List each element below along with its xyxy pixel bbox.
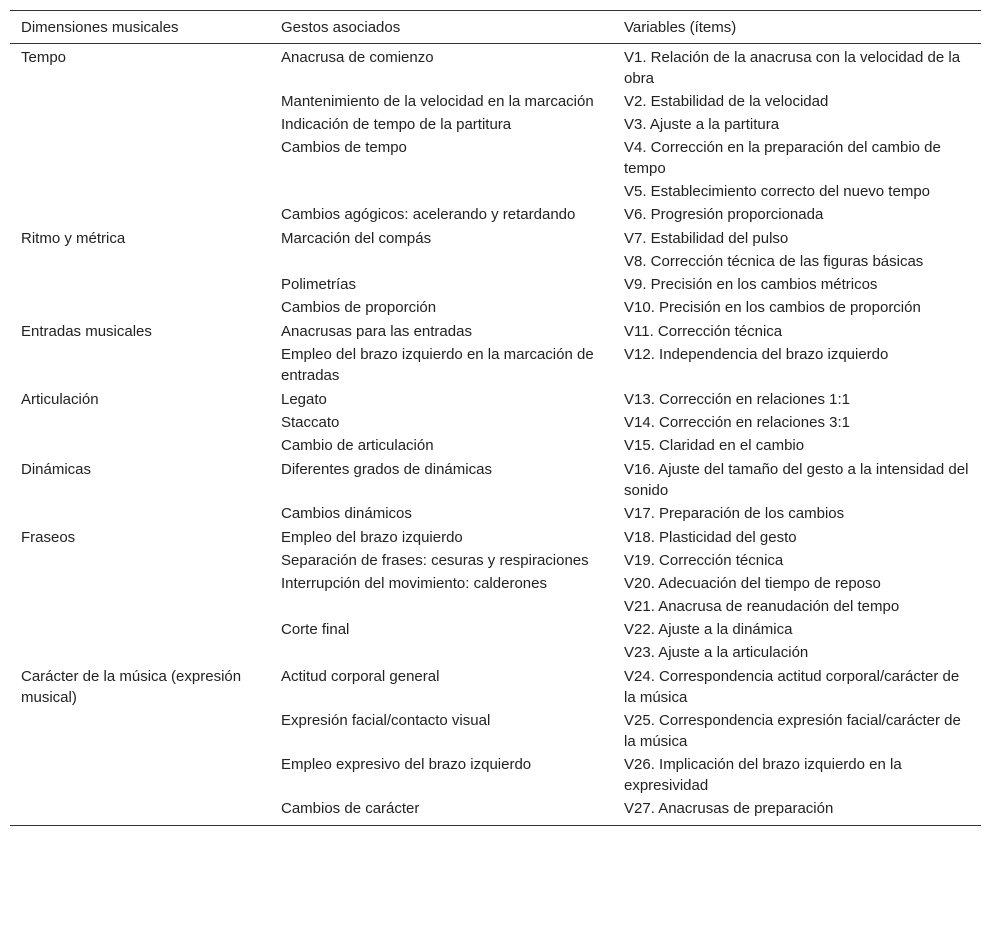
variable-cell: V10. Precisión en los cambios de proporción: [624, 299, 921, 316]
table-row: [10, 502, 981, 525]
gesture-cell: Mantenimiento de la velocidad en la marcación: [281, 93, 594, 110]
dimension-cell: Tempo: [21, 49, 67, 66]
gesture-cell: Empleo del brazo izquierdo en la marcación de entradas: [281, 346, 594, 384]
dimension-cell: [10, 595, 270, 618]
table-row: [10, 250, 981, 273]
gesture-cell: Cambios dinámicos: [281, 505, 412, 522]
variable-cell: V22. Ajuste a la dinámica: [624, 621, 793, 638]
gesture-cell: [270, 641, 613, 664]
dimension-cell: [10, 273, 270, 296]
gesture-cell: Legato: [281, 391, 327, 408]
dimension-cell: [10, 113, 270, 136]
variable-cell: V14. Corrección en relaciones 3:1: [624, 414, 850, 431]
dimension-cell: [10, 411, 270, 434]
variable-cell: V15. Claridad en el cambio: [624, 437, 805, 454]
variable-cell: V23. Ajuste a la articulación: [624, 644, 809, 661]
table-row: [10, 618, 981, 641]
table-row: [10, 296, 981, 319]
table-row: [10, 90, 981, 113]
gesture-cell: Cambios de proporción: [281, 299, 437, 316]
variable-cell: V13. Corrección en relaciones 1:1: [624, 391, 850, 408]
variable-cell: V3. Ajuste a la partitura: [624, 116, 780, 133]
header-gestures: Gestos asociados: [270, 11, 613, 44]
variables-table: [10, 10, 981, 826]
dimension-cell: [10, 136, 270, 180]
variable-cell: V20. Adecuación del tiempo de reposo: [624, 575, 881, 592]
table-row: [10, 457, 981, 502]
variable-cell: V17. Preparación de los cambios: [624, 505, 845, 522]
gesture-cell: Cambio de articulación: [281, 437, 434, 454]
variable-cell: V16. Ajuste del tamaño del gesto a la intensidad del sonido: [624, 461, 969, 499]
variable-cell: V8. Corrección técnica de las figuras básicas: [624, 253, 924, 270]
dimension-cell: Carácter de la música (expresión musical): [21, 668, 242, 706]
table-row: [10, 525, 981, 549]
dimension-cell: [10, 618, 270, 641]
variable-cell: V18. Plasticidad del gesto: [624, 529, 797, 546]
table-row: [10, 753, 981, 797]
gesture-cell: Staccato: [281, 414, 340, 431]
variable-cell: V2. Estabilidad de la velocidad: [624, 93, 829, 110]
header-row: [10, 11, 981, 44]
dimension-cell: [10, 641, 270, 664]
gesture-cell: Diferentes grados de dinámicas: [281, 461, 492, 478]
table-row: [10, 572, 981, 595]
table-body: [10, 44, 981, 826]
header-variables: Variables (ítems): [613, 11, 981, 44]
gesture-cell: Cambios agógicos: acelerando y retardando: [281, 206, 576, 223]
variable-cell: V25. Correspondencia expresión facial/carácter de la música: [624, 712, 961, 750]
gesture-cell: Cambios de tempo: [281, 139, 407, 156]
dimension-cell: Entradas musicales: [21, 323, 152, 340]
gesture-cell: Interrupción del movimiento: calderones: [281, 575, 547, 592]
gesture-cell: Anacrusas para las entradas: [281, 323, 472, 340]
gesture-cell: Corte final: [281, 621, 350, 638]
gesture-cell: [270, 180, 613, 203]
table-row: [10, 411, 981, 434]
gesture-cell: Indicación de tempo de la partitura: [281, 116, 512, 133]
gesture-cell: Polimetrías: [281, 276, 357, 293]
variable-cell: V19. Corrección técnica: [624, 552, 784, 569]
table-row: [10, 664, 981, 709]
dimension-cell: [10, 502, 270, 525]
dimension-cell: [10, 549, 270, 572]
table-row: [10, 797, 981, 826]
variable-cell: V6. Progresión proporcionada: [624, 206, 824, 223]
dimension-cell: [10, 797, 270, 826]
table-row: [10, 549, 981, 572]
dimension-cell: Fraseos: [21, 529, 76, 546]
gesture-cell: Marcación del compás: [281, 230, 432, 247]
variable-cell: V24. Correspondencia actitud corporal/carácter de la música: [624, 668, 960, 706]
gesture-cell: Actitud corporal general: [281, 668, 440, 685]
gesture-cell: Separación de frases: cesuras y respiraciones: [281, 552, 589, 569]
table-row: [10, 387, 981, 411]
variable-cell: V11. Corrección técnica: [624, 323, 783, 340]
variable-cell: V12. Independencia del brazo izquierdo: [624, 346, 889, 363]
table-row: [10, 180, 981, 203]
gesture-cell: Empleo del brazo izquierdo: [281, 529, 463, 546]
gesture-cell: [270, 595, 613, 618]
table-row: [10, 595, 981, 618]
variable-cell: V5. Establecimiento correcto del nuevo tempo: [624, 183, 930, 200]
table-row: [10, 44, 981, 91]
table-row: [10, 226, 981, 250]
table-row: [10, 319, 981, 343]
table-row: [10, 113, 981, 136]
table-row: [10, 343, 981, 387]
dimension-cell: [10, 296, 270, 319]
table-row: [10, 434, 981, 457]
dimension-cell: Dinámicas: [21, 461, 92, 478]
gesture-cell: Anacrusa de comienzo: [281, 49, 434, 66]
variable-cell: V4. Corrección en la preparación del cambio de tempo: [624, 139, 941, 177]
variable-cell: V1. Relación de la anacrusa con la velocidad de la obra: [624, 49, 961, 87]
dimension-cell: [10, 90, 270, 113]
table-row: [10, 641, 981, 664]
dimension-cell: Ritmo y métrica: [21, 230, 126, 247]
variable-cell: V26. Implicación del brazo izquierdo en la expresividad: [624, 756, 902, 794]
gesture-cell: Cambios de carácter: [270, 797, 613, 826]
gesture-cell: Empleo expresivo del brazo izquierdo: [281, 756, 532, 773]
dimension-cell: Articulación: [21, 391, 99, 408]
dimension-cell: [10, 709, 270, 753]
table-row: [10, 136, 981, 180]
dimension-cell: [10, 572, 270, 595]
variable-cell: V9. Precisión en los cambios métricos: [624, 276, 878, 293]
gesture-cell: [270, 250, 613, 273]
dimension-cell: [10, 753, 270, 797]
gesture-cell: Expresión facial/contacto visual: [281, 712, 491, 729]
dimension-cell: [10, 343, 270, 387]
table-row: [10, 203, 981, 226]
variable-cell: V21. Anacrusa de reanudación del tempo: [624, 598, 900, 615]
dimension-cell: [10, 250, 270, 273]
dimension-cell: [10, 434, 270, 457]
header-dimensions: Dimensiones musicales: [10, 11, 270, 44]
variable-cell: V27. Anacrusas de preparación: [613, 797, 981, 826]
variable-cell: V7. Estabilidad del pulso: [624, 230, 789, 247]
dimension-cell: [10, 203, 270, 226]
dimension-cell: [10, 180, 270, 203]
table-row: [10, 273, 981, 296]
table-row: [10, 709, 981, 753]
